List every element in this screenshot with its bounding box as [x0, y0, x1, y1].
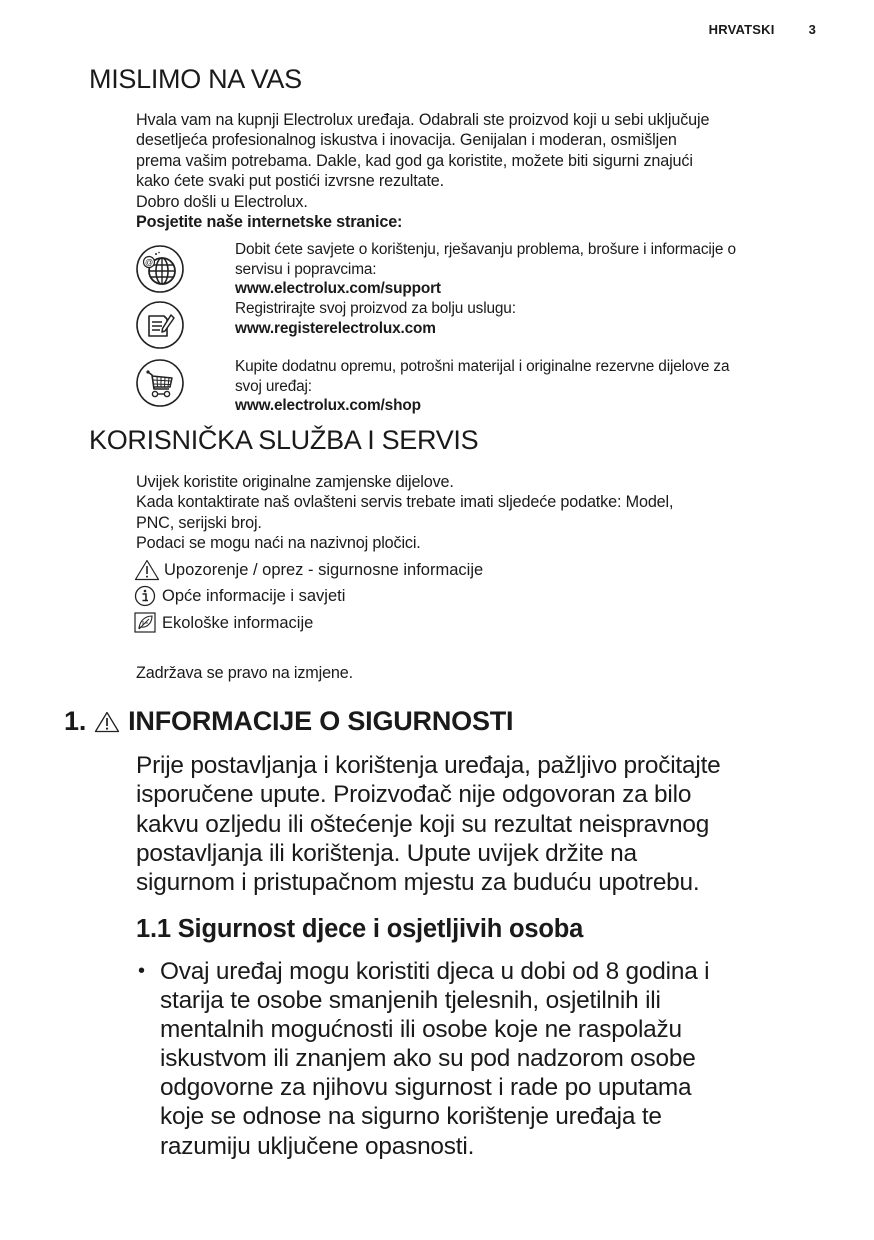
- text-line: razumiju uključene opasnosti.: [160, 1132, 475, 1160]
- shopping-cart-icon: [135, 358, 185, 408]
- info-circle-icon: [134, 585, 158, 607]
- web-item-text: [235, 357, 815, 416]
- text-line: kako ćete svaki put postići izvrsne rezultate.: [136, 172, 444, 191]
- web-item-text: [235, 240, 815, 299]
- text-line: Podaci se mogu naći na nazivnoj pločici.: [136, 534, 421, 553]
- text-line: kakvu ozljedu ili oštećenje koji su rezultat neispravnog: [136, 810, 710, 838]
- text-line: svoj uređaj:: [235, 377, 312, 395]
- section-title-safety-information: [64, 706, 513, 737]
- language-label: HRVATSKI: [708, 22, 775, 37]
- subsection-title-child-safety: [136, 915, 583, 944]
- text-line: koje se odnose na sigurno korištenje uređaja te: [160, 1103, 662, 1131]
- text-line: servisu i popravcima:: [235, 260, 377, 278]
- text-line: mentalnih mogućnosti ili osobe koje ne raspolažu: [160, 1016, 682, 1044]
- text-line: Registrirajte svoj proizvod za bolju uslugu:: [235, 300, 516, 317]
- safety-bullet-list: [136, 957, 826, 1161]
- subsection-number: 1.1: [136, 915, 171, 943]
- eco-leaf-icon: [134, 612, 158, 634]
- subsection-title-text: Sigurnost djece i osjetljivih osoba: [177, 915, 584, 943]
- list-item: [136, 957, 826, 1161]
- register-url-link[interactable]: www.registerelectrolux.com: [235, 319, 436, 337]
- legend-label: Upozorenje / oprez - sigurnosne informacije: [164, 560, 484, 579]
- section-title-customer-service: KORISNIČKA SLUŽBA I SERVIS: [89, 425, 479, 455]
- section-number: 1.: [64, 706, 87, 736]
- globe-at-icon: [135, 244, 185, 294]
- text-line: starija te osobe smanjenih tjelesnih, osjetilnih ili: [160, 987, 661, 1015]
- service-paragraph: [136, 472, 826, 554]
- text-line: Hvala vam na kupnji Electrolux uređaja. Odabrali ste proizvod koji u sebi uključuje: [136, 111, 710, 129]
- text-line: Dobit ćete savjete o korištenju, rješavanju problema, brošure i informacije o: [235, 241, 736, 258]
- legend-label: Opće informacije i savjeti: [162, 586, 346, 605]
- running-header: [709, 22, 816, 37]
- warning-triangle-icon: [134, 559, 160, 581]
- warning-triangle-icon: [94, 711, 120, 733]
- visit-website-label: Posjetite naše internetske stranice:: [136, 213, 403, 232]
- text-line: Ovaj uređaj mogu koristiti djeca u dobi od 8 godina i: [160, 958, 710, 985]
- legend-item-warning: [134, 559, 483, 581]
- svg-text:@: @: [144, 258, 154, 267]
- section-title-thinking-of-you: MISLIMO NA VAS: [89, 64, 302, 94]
- text-line: PNC, serijski broj.: [136, 513, 262, 532]
- web-item-text: [235, 299, 815, 338]
- section-title-text: INFORMACIJE O SIGURNOSTI: [128, 706, 514, 736]
- legend-item-eco: [134, 612, 313, 634]
- bullet-marker: •: [138, 960, 145, 982]
- text-line: Dobro došli u Electrolux.: [136, 192, 308, 211]
- shop-url-link[interactable]: www.electrolux.com/shop: [235, 397, 421, 414]
- text-line: postavljanja ili korištenja. Upute uvijek držite na: [136, 839, 637, 867]
- legend-item-info: [134, 585, 345, 607]
- text-line: iskustvom ili znanjem ako su pod nadzorom osobe: [160, 1045, 696, 1073]
- legend-label: Ekološke informacije: [162, 613, 314, 632]
- safety-intro-paragraph: [136, 751, 836, 897]
- text-line: odgovorne za njihovu sigurnost i rade po uputama: [160, 1074, 692, 1102]
- disclaimer: Zadržava se pravo na izmjene.: [136, 664, 353, 682]
- text-line: Kupite dodatnu opremu, potrošni materijal i originalne rezervne dijelove za: [235, 358, 730, 375]
- text-line: desetljeća profesionalnog iskustva i inovacija. Genijalan i moderan, osmišljen: [136, 131, 677, 150]
- text-line: Prije postavljanja i korištenja uređaja, pažljivo pročitajte: [136, 752, 721, 779]
- register-document-icon: [135, 300, 185, 350]
- text-line: Kada kontaktirate naš ovlašteni servis trebate imati sljedeće podatke: Model,: [136, 493, 674, 512]
- text-line: isporučene upute. Proizvođač nije odgovoran za bilo: [136, 781, 692, 809]
- text-line: Uvijek koristite originalne zamjenske dijelove.: [136, 473, 454, 491]
- page-number: 3: [808, 22, 816, 37]
- text-line: sigurnom i pristupačnom mjestu za buduću upotrebu.: [136, 869, 700, 897]
- support-url-link[interactable]: www.electrolux.com/support: [235, 280, 441, 297]
- text-line: prema vašim potrebama. Dakle, kad god ga koristite, možete biti sigurni znajući: [136, 151, 693, 170]
- intro-paragraph: [136, 110, 826, 232]
